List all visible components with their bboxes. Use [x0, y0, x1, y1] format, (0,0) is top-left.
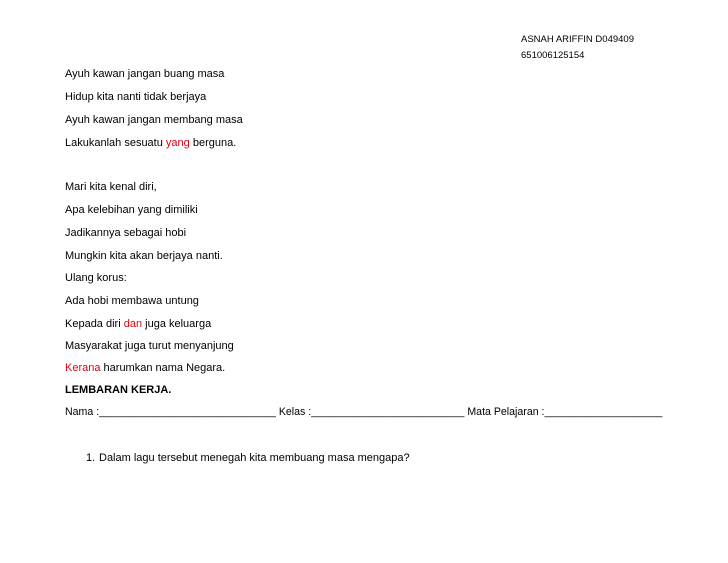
lyric-line: Ada hobi membawa untung — [65, 295, 199, 307]
lyric-line: Lakukanlah sesuatu yang berguna. — [65, 137, 237, 149]
highlight-word: yang — [165, 137, 190, 149]
question-number: 1. — [86, 452, 96, 464]
student-info-form-line: Nama :______________________________ Kelas :__________________________ Mata Pelajaran :____________________ — [65, 406, 663, 418]
question-text: Dalam lagu tersebut menegah kita membuang masa mengapa? — [99, 452, 410, 464]
document-header — [521, 32, 634, 64]
lyric-line: Kerana harumkan nama Negara. — [65, 362, 226, 374]
lyric-line: Ayuh kawan jangan membang masa — [65, 114, 243, 126]
chorus-label: Ulang korus: — [65, 272, 127, 284]
author-number: 651006125154 — [521, 50, 585, 61]
highlight-word: dan — [123, 318, 143, 330]
author-name-id: ASNAH ARIFFIN D049409 — [521, 34, 634, 45]
lyric-line: Masyarakat juga turut menyanjung — [65, 340, 234, 352]
worksheet-title: LEMBARAN KERJA. — [65, 384, 172, 396]
lyric-line: Hidup kita nanti tidak berjaya — [65, 91, 207, 103]
lyric-line: Mungkin kita akan berjaya nanti. — [65, 250, 223, 262]
lyric-line: Jadikannya sebagai hobi — [65, 227, 187, 239]
highlight-word: Kerana — [65, 362, 101, 374]
question-item — [86, 452, 410, 464]
lyric-line: Kepada diri dan juga keluarga — [65, 318, 212, 330]
lyric-line: Mari kita kenal diri, — [65, 181, 157, 193]
lyric-line: Apa kelebihan yang dimiliki — [65, 204, 198, 216]
lyric-line: Ayuh kawan jangan buang masa — [65, 68, 225, 80]
